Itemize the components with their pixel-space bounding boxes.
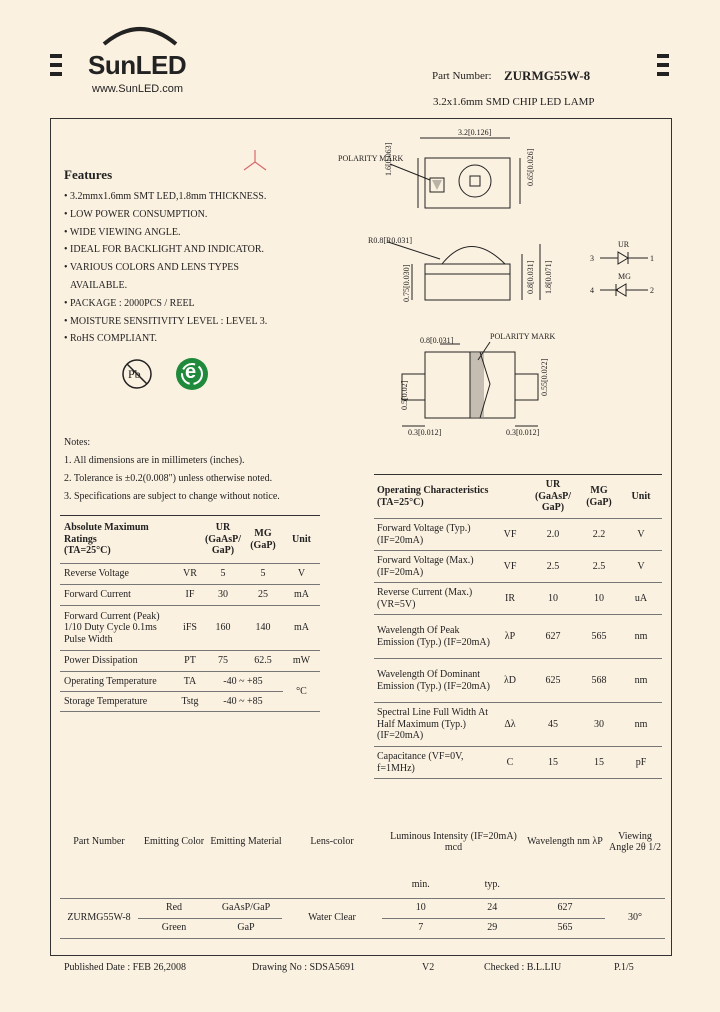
- abs-col-mg: MG (GaP): [243, 516, 283, 564]
- pin-label: 1: [650, 254, 654, 263]
- dim-side-right: 0.65[0.026]: [526, 148, 535, 186]
- sel-h-intensity: Luminous Intensity (IF=20mA) mcd: [390, 830, 517, 853]
- footer-page: P.1/5: [614, 962, 634, 973]
- part-number-label: Part Number:: [432, 70, 492, 82]
- dim-bot-top: 0.8[0.031]: [420, 336, 454, 345]
- op-char-table: [374, 474, 662, 779]
- dim-bot-left: 0.3[0.012]: [408, 428, 442, 437]
- op-char-header: [374, 475, 662, 519]
- table-row: Wavelength Of Peak Emission (Typ.) (IF=20mA) λP 627 565 nm: [374, 615, 662, 659]
- table-row: ZURMG55W-8 Red GaAsP/GaP Water Clear 10 24 627 30°: [60, 898, 665, 918]
- footer-checked: Checked : B.L.LIU: [484, 962, 562, 973]
- dim-radius: R0.8[R0.031]: [368, 236, 412, 245]
- dimension-drawing: [330, 124, 670, 444]
- dim-bot-side-r: 0.55[0.022]: [540, 358, 549, 396]
- features-title: Features: [64, 167, 113, 182]
- table-row: Forward Current (Peak) 1/10 Duty Cycle 0.1ms Pulse Width iFS 160 140 mA: [60, 606, 320, 651]
- brand-logo: SunLED: [88, 50, 187, 80]
- pin-label: 3: [590, 254, 594, 263]
- note-item: 3. Specifications are subject to change without notice.: [64, 491, 280, 502]
- dim-h3: 0.75[0.030]: [402, 264, 411, 302]
- subtitle: 3.2x1.6mm SMD CHIP LED LAMP: [433, 96, 595, 108]
- feature-item: • IDEAL FOR BACKLIGHT AND INDICATOR.: [64, 244, 264, 256]
- abs-max-title: Absolute Maximum Ratings (TA=25°C): [60, 516, 177, 564]
- selection-subheader: min. typ.: [60, 872, 665, 898]
- feature-item: • PACKAGE : 2000PCS / REEL: [64, 297, 195, 309]
- selection-header: [60, 812, 665, 872]
- op-char-title: Operating Characteristics (TA=25°C): [374, 475, 492, 519]
- op-col-unit: Unit: [620, 475, 662, 519]
- part-number: ZURMG55W-8: [504, 68, 591, 83]
- feature-item: • VARIOUS COLORS AND LENS TYPES: [64, 262, 239, 274]
- table-row: Reverse Current (Max.) (VR=5V) IR 10 10 uA: [374, 583, 662, 615]
- pin-label: 4: [590, 286, 594, 295]
- sel-h-material: Emitting Material: [210, 836, 282, 848]
- feature-item: • MOISTURE SENSITIVITY LEVEL : LEVEL 3.: [64, 315, 268, 327]
- table-row: Storage Temperature Tstg -40 ~ +85: [60, 692, 320, 712]
- website-link[interactable]: www.SunLED.com: [92, 83, 184, 95]
- header-bars-left: [50, 54, 62, 76]
- table-row: Power Dissipation PT 75 62.5 mW: [60, 651, 320, 672]
- dim-bot-side-l: 0.5[0.02]: [400, 380, 409, 410]
- op-col-mg: MG (GaP): [578, 475, 620, 519]
- dim-top: 3.2[0.126]: [458, 128, 492, 137]
- dim-bot-right: 0.3[0.012]: [506, 428, 540, 437]
- table-row: Wavelength Of Dominant Emission (Typ.) (IF=20mA) λD 625 568 nm: [374, 659, 662, 703]
- circuit-mg-label: MG: [618, 272, 631, 281]
- e-label: e: [185, 361, 197, 383]
- sel-h-angle: Viewing Angle 2θ 1/2: [608, 830, 661, 853]
- sel-h-color: Emitting Color: [143, 836, 205, 848]
- sel-h-lens: Lens-color: [310, 836, 354, 848]
- footer-drawing-no: Drawing No : SDSA5691: [252, 962, 356, 973]
- polarity-mark-bottom: POLARITY MARK: [490, 332, 556, 341]
- abs-col-unit: Unit: [283, 516, 320, 564]
- dim-h1: 0.8[0.031]: [526, 260, 535, 294]
- logo-arc: [100, 22, 180, 46]
- table-row: Forward Voltage (Typ.) (IF=20mA) VF 2.0 2.2 V: [374, 519, 662, 551]
- circuit-ur-label: UR: [618, 240, 630, 249]
- op-col-ur: UR (GaAsP/ GaP): [528, 475, 578, 519]
- table-row: Operating Temperature TA -40 ~ +85 °C: [60, 672, 320, 692]
- rohs-e-icon: [174, 356, 210, 392]
- features-list: [64, 188, 267, 348]
- feature-item: • RoHS COMPLIANT.: [64, 333, 158, 345]
- abs-max-table: [60, 515, 320, 712]
- dim-side-left: 1.6[0.063]: [384, 142, 393, 176]
- feature-item: • LOW POWER CONSUMPTION.: [64, 208, 208, 220]
- polarity-mark-top: POLARITY MARK: [338, 154, 404, 163]
- table-row: Green GaP 7 29 565: [60, 918, 665, 938]
- abs-col-ur: UR (GaAsP/ GaP): [203, 516, 243, 564]
- note-item: 2. Tolerance is ±0.2(0.008") unless otherwise noted.: [64, 473, 273, 484]
- table-row: Forward Voltage (Max.) (IF=20mA) VF 2.5 2.5 V: [374, 551, 662, 583]
- footer-version: V2: [422, 962, 435, 973]
- table-row: Spectral Line Full Width At Half Maximum (Typ.) (IF=20mA) Δλ 45 30 nm: [374, 703, 662, 747]
- table-row: Forward Current IF 30 25 mA: [60, 585, 320, 606]
- table-row: Reverse Voltage VR 5 5 V: [60, 564, 320, 585]
- pb-free-icon: [121, 358, 153, 390]
- feature-item: • 3.2mmx1.6mm SMT LED,1.8mm THICKNESS.: [64, 191, 267, 202]
- abs-max-header: [60, 516, 320, 564]
- header-bars-right: [657, 54, 669, 76]
- sel-h-wavelength: Wavelength nm λP: [527, 836, 603, 848]
- note-item: 1. All dimensions are in millimeters (inches).: [64, 455, 245, 466]
- footer-published: Published Date : FEB 26,2008: [64, 962, 186, 973]
- table-row: Capacitance (VF=0V, f=1MHz) C 15 15 pF: [374, 747, 662, 779]
- pin-label: 2: [650, 286, 654, 295]
- dim-h2: 1.8[0.071]: [544, 260, 553, 294]
- sel-h-part: Part Number: [73, 836, 125, 848]
- pb-label: Pb: [128, 367, 141, 381]
- selection-table: [60, 812, 665, 939]
- feature-item: • WIDE VIEWING ANGLE.: [64, 226, 181, 238]
- tri-mark-icon: [240, 148, 270, 174]
- notes: [64, 434, 280, 506]
- notes-title: Notes:: [64, 437, 91, 448]
- feature-item: AVAILABLE.: [70, 279, 128, 291]
